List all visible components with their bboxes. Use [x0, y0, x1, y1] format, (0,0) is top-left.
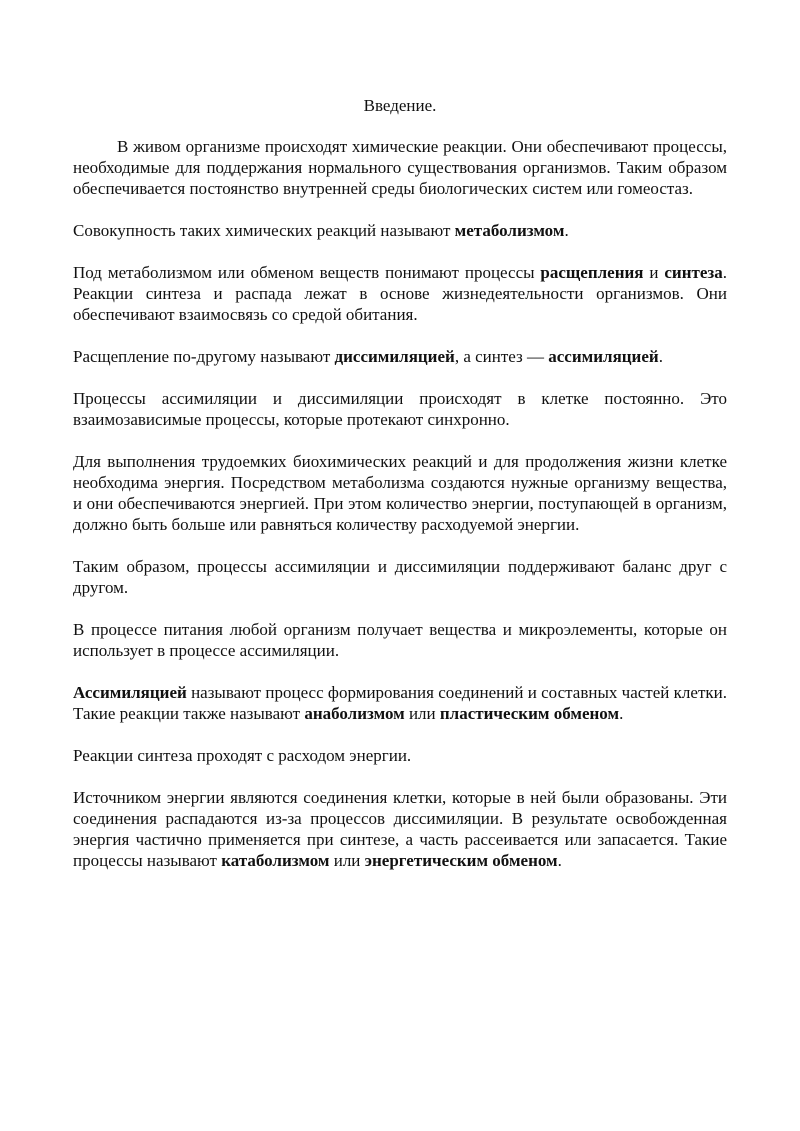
bold-term: катаболизмом — [221, 851, 330, 870]
paragraph — [73, 346, 727, 367]
bold-term: Ассимиляцией — [73, 683, 187, 702]
bold-term: энергетическим обменом — [364, 851, 558, 870]
paragraph — [73, 787, 727, 871]
bold-term: диссимиляцией — [334, 347, 455, 366]
paragraph-text: . — [557, 851, 562, 870]
paragraph — [73, 262, 727, 325]
bold-term: пластическим обменом — [439, 704, 620, 723]
paragraph — [73, 136, 727, 199]
paragraph-text: и — [643, 263, 665, 282]
paragraph-text: Процессы ассимиляции и диссимиляции происходят в клетке постоянно. Это взаимозависимые процессы, которые протекают синхронно. — [73, 389, 727, 429]
paragraph-text: . — [619, 704, 624, 723]
bold-term: расщепления — [540, 263, 644, 282]
bold-term: метаболизмом — [454, 221, 565, 240]
bold-term: синтеза — [664, 263, 723, 282]
paragraph-text: Таким образом, процессы ассимиляции и диссимиляции поддерживают баланс друг с другом. — [73, 557, 727, 597]
document-title: Введение. — [363, 96, 437, 115]
paragraph-text: В процессе питания любой организм получает вещества и микроэлементы, которые он использует в процессе ассимиляции. — [73, 620, 727, 660]
document-page — [73, 95, 727, 892]
bold-term: ассимиляцией — [548, 347, 659, 366]
paragraph-text: , а синтез — — [454, 347, 549, 366]
paragraph — [73, 220, 727, 241]
paragraph-text: Под метаболизмом или обменом веществ понимают процессы — [73, 263, 541, 282]
paragraph — [73, 556, 727, 598]
paragraph — [73, 745, 727, 766]
paragraph — [73, 682, 727, 724]
paragraph-text: В живом организме происходят химические реакции. Они обеспечивают процессы, необходимые для поддержания нормального существования организмов. Таким образом обеспечивается постоянство внутренней среды биологических систем или гомеостаз. — [73, 137, 727, 198]
paragraph-text: Реакции синтеза проходят с расходом энергии. — [73, 746, 412, 765]
paragraph-text: или — [329, 851, 365, 870]
paragraph-text: . — [564, 221, 569, 240]
paragraph-text: Совокупность таких химических реакций называют — [73, 221, 455, 240]
paragraph-text: . Реакции синтеза и распада лежат в основе жизнедеятельности организмов. Они обеспечивают взаимосвязь со средой обитания. — [73, 263, 727, 324]
paragraph-text: Для выполнения трудоемких биохимических реакций и для продолжения жизни клетке необходима энергия. Посредством метаболизма создаются нужные организму вещества, и они обеспечиваются энергией. При этом количество энергии, поступающей в организм, должно быть больше или равняться количеству расходуемой энергии. — [73, 452, 727, 534]
paragraph — [73, 619, 727, 661]
paragraph-text: . — [658, 347, 663, 366]
paragraph-text: Расщепление по-другому называют — [73, 347, 335, 366]
bold-term: анаболизмом — [304, 704, 405, 723]
paragraph — [73, 451, 727, 535]
paragraph-text: Источником энергии являются соединения клетки, которые в ней были образованы. Эти соединения распадаются из-за процессов диссимиляции. В результате освобожденная энергия частично применяется при синтезе, а часть рассеивается или запасается. Такие процессы называют — [73, 788, 727, 870]
paragraph — [73, 388, 727, 430]
paragraph-text: или — [404, 704, 440, 723]
paragraph-text: называют процесс формирования соединений и составных частей клетки. Такие реакции также называют — [73, 683, 727, 723]
document-body — [73, 136, 727, 871]
